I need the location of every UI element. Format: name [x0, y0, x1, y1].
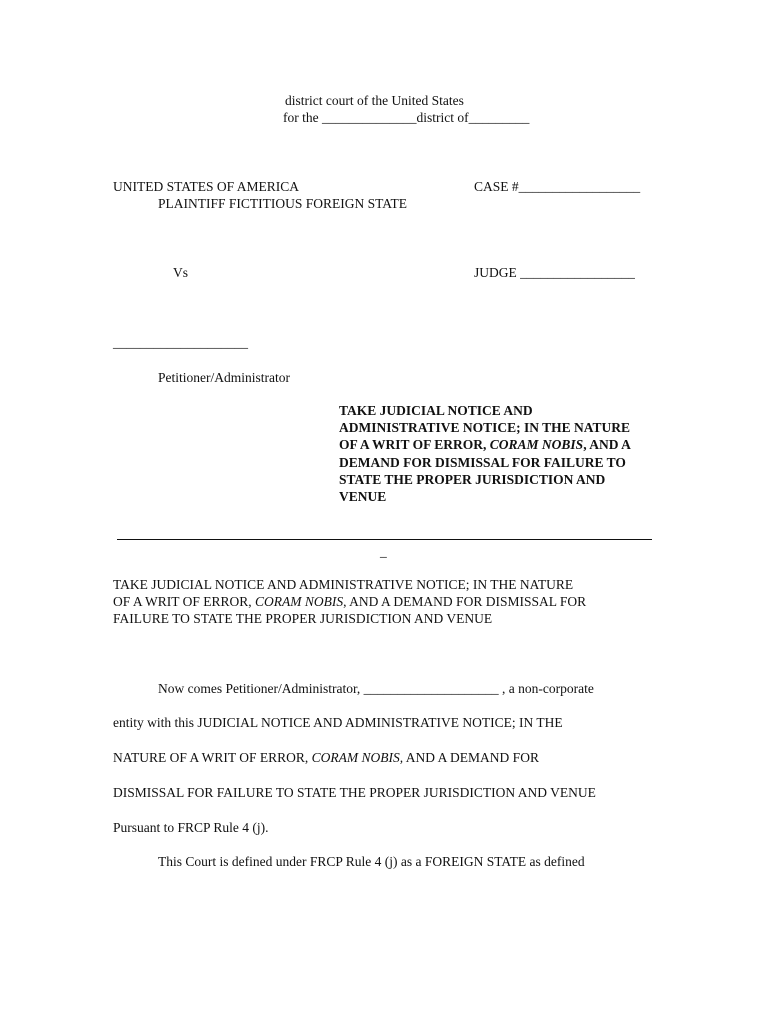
body-p1-line1: Now comes Petitioner/Administrator, ____________________ , a non-corporate: [158, 681, 594, 696]
divider-tail: _: [380, 544, 387, 559]
body-p1-line3-italic: CORAM NOBIS,: [311, 750, 404, 765]
title-line3: FAILURE TO STATE THE PROPER JURISDICTION AND VENUE: [113, 611, 493, 626]
document-heading: [339, 402, 639, 505]
body-p1-line4: DISMISSAL FOR FAILURE TO STATE THE PROPER JURISDICTION AND VENUE: [113, 785, 596, 800]
judge-label: JUDGE _________________: [474, 265, 635, 280]
body-p1-line5: Pursuant to FRCP Rule 4 (j).: [113, 820, 269, 835]
title-line1: TAKE JUDICIAL NOTICE AND ADMINISTRATIVE NOTICE; IN THE NATURE: [113, 577, 574, 592]
caption-divider: [117, 539, 652, 540]
case-number-label: CASE #__________________: [474, 179, 641, 194]
body-p1-line2: entity with this JUDICIAL NOTICE AND ADMINISTRATIVE NOTICE; IN THE: [113, 715, 563, 730]
body-p1-line3-b: AND A DEMAND FOR: [403, 750, 539, 765]
body-p2-line1: This Court is defined under FRCP Rule 4 (j) as a FOREIGN STATE as defined: [158, 854, 585, 869]
heading-part1: TAKE JUDICIAL NOTICE AND ADMINISTRATIVE NOTICE; IN THE NATURE OF A WRIT OF ERROR,: [339, 403, 631, 453]
title-line2-italic: CORAM NOBIS: [255, 594, 344, 609]
versus-label: Vs: [173, 265, 189, 280]
heading-italic: CORAM NOBIS: [489, 437, 584, 453]
court-header-line2: for the ______________district of_________: [283, 110, 530, 125]
petitioner-role: Petitioner/Administrator: [158, 370, 290, 385]
title-line2-b: , AND A DEMAND FOR DISMISSAL FOR: [343, 594, 587, 609]
plaintiff-name: UNITED STATES OF AMERICA: [113, 179, 300, 194]
heading-part2: , AND A DEMAND FOR DISMISSAL FOR FAILURE TO STATE THE PROPER JURISDICTION AND VENUE: [339, 437, 631, 505]
plaintiff-role: PLAINTIFF FICTITIOUS FOREIGN STATE: [158, 196, 408, 211]
petitioner-name-blank: ____________________: [113, 335, 248, 350]
title-line2: [113, 593, 586, 610]
title-line2-a: OF A WRIT OF ERROR,: [113, 594, 256, 609]
body-p1-line3-a: NATURE OF A WRIT OF ERROR,: [113, 750, 312, 765]
court-header-line1: district court of the United States: [285, 93, 464, 108]
body-p1-line3: [113, 749, 539, 766]
